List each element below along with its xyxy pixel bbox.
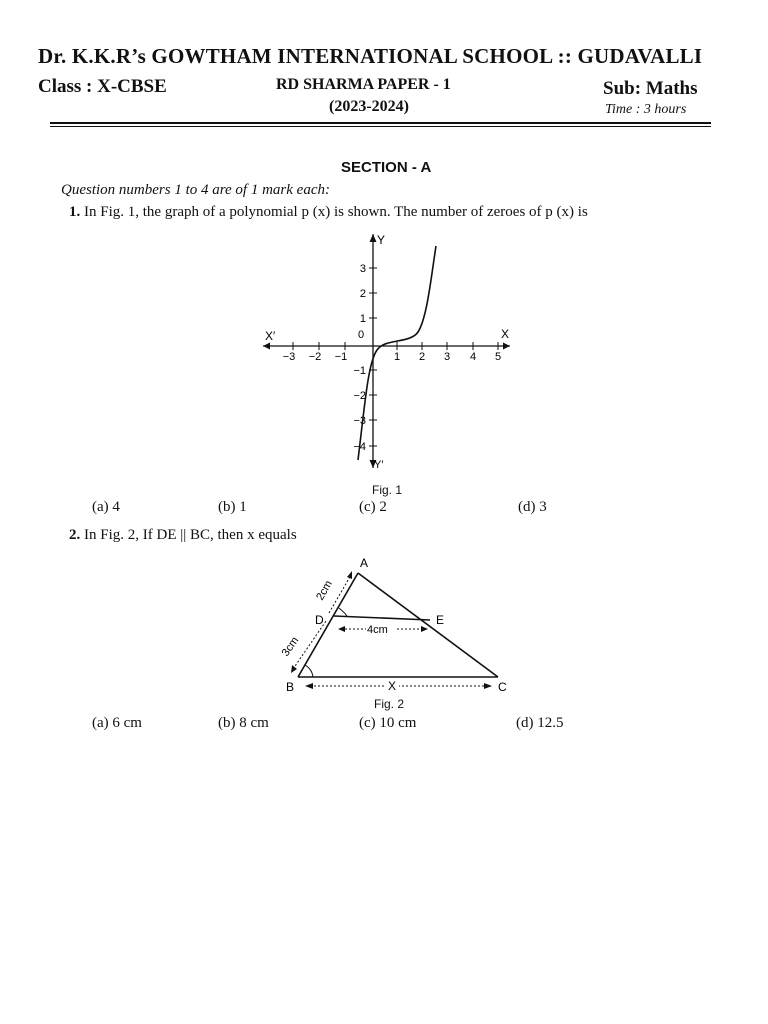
q1-option-a: (a) 4 <box>92 499 120 515</box>
de-length-label: 4cm <box>367 624 388 636</box>
origin-label: 0 <box>358 329 365 341</box>
q1-option-c: (c) 2 <box>359 499 387 515</box>
x-tick-label: 2 <box>418 351 426 363</box>
header-rule-thin <box>50 126 711 127</box>
question-1 <box>69 204 588 221</box>
question-number: 2. <box>69 527 81 543</box>
x-tick-label: 3 <box>443 351 451 363</box>
y-axis-top-arrow <box>370 234 377 242</box>
y-tick-label: 2 <box>359 288 366 300</box>
q2-option-a: (a) 6 cm <box>92 715 142 731</box>
x-tick-label: 4 <box>469 351 477 363</box>
y-tick-label: 1 <box>359 313 366 325</box>
figure-2-triangle <box>265 553 525 698</box>
q2-option-b: (b) 8 cm <box>218 715 269 731</box>
bc-length-label: X <box>388 679 397 693</box>
time-label: Time : 3 hours <box>605 102 687 117</box>
vertex-d-label: D <box>315 613 324 627</box>
angle-b-arc <box>305 665 313 677</box>
figure-1-caption: Fig. 1 <box>372 483 403 497</box>
ad-dimension-line <box>329 575 351 613</box>
arrow-head <box>484 683 492 689</box>
y-axis-label: Y <box>377 233 386 247</box>
class-label: Class : X-CBSE <box>38 76 167 97</box>
figure-2-caption: Fig. 2 <box>374 697 405 711</box>
vertex-b-label: B <box>286 680 295 694</box>
school-name: Dr. K.K.R’s GOWTHAM INTERNATIONAL SCHOOL :: GUDAVALLI <box>38 44 703 68</box>
vertex-e-label: E <box>436 613 445 627</box>
question-2 <box>69 527 297 544</box>
figure-1-graph <box>255 228 525 478</box>
q1-option-b: (b) 1 <box>218 499 247 515</box>
x-tick-label: −2 <box>308 351 322 363</box>
paper-title: RD SHARMA PAPER - 1 <box>276 76 451 93</box>
x-axis-left-arrow <box>263 343 270 350</box>
arrow-head <box>338 626 345 632</box>
q2-option-c: (c) 10 cm <box>359 715 417 731</box>
angle-d-arc <box>339 608 347 616</box>
x-axis-right-arrow <box>503 343 510 350</box>
section-title: SECTION - A <box>341 159 432 176</box>
question-text: In Fig. 2, If DE || BC, then x equals <box>84 527 297 543</box>
q2-option-d: (d) 12.5 <box>516 715 564 731</box>
question-number: 1. <box>69 204 81 220</box>
vertex-c-label: C <box>498 680 507 694</box>
y-tick-label: −2 <box>353 390 366 402</box>
arrow-head <box>421 626 428 632</box>
y-tick-label: −4 <box>353 441 366 453</box>
arrow-head <box>347 571 352 579</box>
x-tick-label: −3 <box>282 351 296 363</box>
x-tick-label: −1 <box>334 351 348 363</box>
question-text: In Fig. 1, the graph of a polynomial p (x) is shown. The number of zeroes of p (x) is <box>84 204 588 220</box>
academic-year: (2023-2024) <box>329 98 409 115</box>
y-tick-label: −1 <box>353 365 366 377</box>
y-tick-label: −3 <box>353 415 366 427</box>
x-tick-label: 1 <box>393 351 401 363</box>
header-rule-thick <box>50 122 711 124</box>
arrow-head <box>291 665 297 673</box>
ad-length-label: 2cm <box>314 578 335 603</box>
x-tick-label: 5 <box>494 351 502 363</box>
arrow-head <box>305 683 313 689</box>
y-neg-axis-label: Y′ <box>374 459 384 471</box>
section-instruction: Question numbers 1 to 4 are of 1 mark each: <box>61 182 330 198</box>
q1-option-d: (d) 3 <box>518 499 547 515</box>
db-length-label: 3cm <box>279 634 302 659</box>
x-neg-axis-label: X′ <box>265 329 276 343</box>
subject-label: Sub: Maths <box>603 78 698 99</box>
y-tick-label: 3 <box>359 263 366 275</box>
vertex-a-label: A <box>360 556 369 570</box>
x-axis-label: X <box>501 327 510 341</box>
